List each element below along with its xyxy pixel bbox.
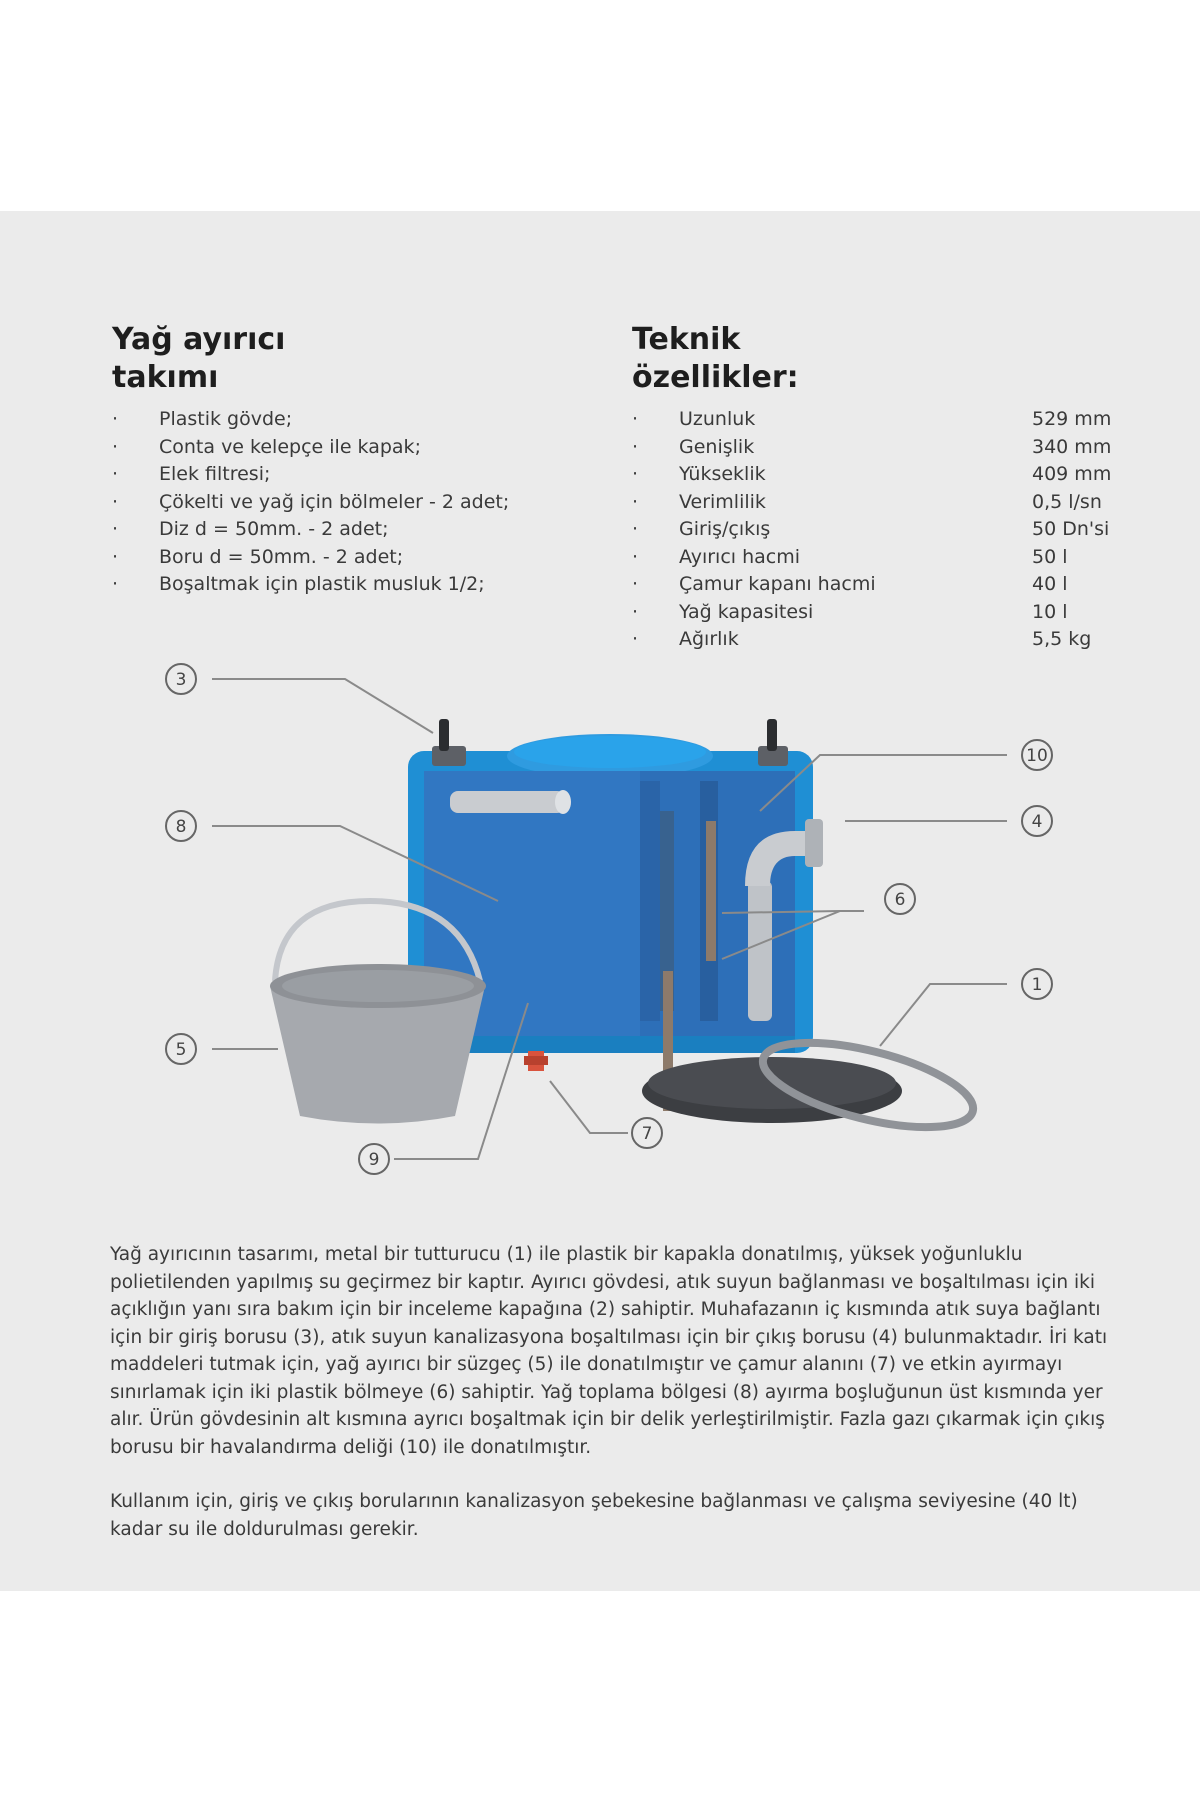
spec-value: 40 l bbox=[1032, 573, 1068, 595]
spec-label: Verimlilik bbox=[679, 490, 766, 513]
svg-text:9: 9 bbox=[368, 1150, 380, 1170]
spec-label: Genişlik bbox=[679, 435, 755, 458]
kit-item: · Boşaltmak için plastik musluk 1/2; bbox=[112, 573, 485, 595]
specs-title bbox=[632, 321, 992, 397]
strainer-basket bbox=[270, 901, 486, 1124]
kit-title-line-1: Yağ ayırıcı bbox=[112, 322, 286, 357]
spec-label: Yağ kapasitesi bbox=[679, 600, 814, 623]
kit-item: · Elek filtresi; bbox=[112, 463, 271, 485]
kit-item: · Conta ve kelepçe ile kapak; bbox=[112, 435, 421, 458]
spec-row: · Giriş/çıkış 50 Dn'si bbox=[632, 516, 1152, 544]
spec-value: 10 l bbox=[1032, 600, 1068, 623]
callout-8 bbox=[166, 811, 196, 841]
kit-item: · Çökelti ve yağ için bölmeler - 2 adet; bbox=[112, 490, 510, 513]
latch-right bbox=[758, 719, 788, 766]
callout-5 bbox=[166, 1034, 196, 1064]
svg-text:3: 3 bbox=[175, 670, 187, 690]
spec-label: Uzunluk bbox=[679, 408, 756, 430]
description-paragraph: Yağ ayırıcının tasarımı, metal bir tutturucu (1) ile plastik bir kapakla donatılmış, yüksek yoğunluklu polietilenden yapılmış su geçirmez bir kaptır. Ayırıcı gövdesi, atık suyun bağlanması ve boşaltılması için iki açıklığın yanı sıra bakım için bir inceleme kapağına (2) sahiptir. Muhafazanın iç kısmında atık suya bağlantı için bir giriş borusu (3), atık suyun kanalizasyona boşaltılması için bir çıkış borusu (4) bulunmaktadır. İri katı maddeleri tutmak için, yağ ayırıcı bir süzgeç (5) ile donatılmıştır ve çamur alanını (7) ve etkin ayırmayı sınırlamak için iki plastik bölmeye (6) sahiptir. Yağ toplama bölgesi (8) ayırma boşluğunun üst kısmında yer alır. Ürün gövdesinin alt kısmına ayrıcı boşaltmak için bir delik yerleştirilmiştir. Fazla gazı çıkarmak için çıkış borusu bir havalandırma deliği (10) ile donatılmıştır. bbox=[110, 1244, 1108, 1458]
drain-valve bbox=[524, 1051, 548, 1071]
content-panel bbox=[0, 211, 1200, 1591]
spec-value: 340 mm bbox=[1032, 435, 1112, 458]
spec-row: · Uzunluk 529 mm bbox=[632, 406, 1152, 434]
callout-6 bbox=[885, 884, 915, 914]
callout-4 bbox=[1022, 806, 1052, 836]
latch-left bbox=[432, 719, 466, 766]
spec-label: Ağırlık bbox=[679, 628, 739, 650]
kit-item: · Boru d = 50mm. - 2 adet; bbox=[112, 545, 404, 568]
spec-value: 50 l bbox=[1032, 545, 1068, 568]
callout-1 bbox=[1022, 969, 1052, 999]
description-paragraph: Kullanım için, giriş ve çıkış borularının kanalizasyon şebekesine bağlanması ve çalışma seviyesine (40 lt) kadar su ile doldurulması gerekir. bbox=[110, 1491, 1078, 1540]
kit-title bbox=[112, 321, 472, 397]
description bbox=[110, 1241, 1110, 1570]
separator-diagram bbox=[0, 651, 1200, 1211]
spec-value: 5,5 kg bbox=[1032, 628, 1092, 650]
callout-9 bbox=[359, 1144, 389, 1174]
spec-value: 50 Dn'si bbox=[1032, 518, 1110, 540]
spec-row: · Yükseklik 409 mm bbox=[632, 461, 1152, 489]
spec-label: Ayırıcı hacmi bbox=[679, 545, 801, 568]
inlet-pipe bbox=[450, 790, 571, 814]
spec-value: 529 mm bbox=[1032, 408, 1112, 430]
svg-text:1: 1 bbox=[1031, 975, 1043, 995]
spec-row: · Verimlilik 0,5 l/sn bbox=[632, 489, 1152, 517]
kit-item: · Diz d = 50mm. - 2 adet; bbox=[112, 518, 389, 540]
svg-text:4: 4 bbox=[1031, 812, 1043, 832]
svg-text:8: 8 bbox=[175, 817, 187, 837]
spec-row: · Ağırlık 5,5 kg bbox=[632, 626, 1152, 654]
callout-10 bbox=[1022, 740, 1052, 770]
kit-list bbox=[112, 406, 592, 599]
spec-row: · Yağ kapasitesi 10 l bbox=[632, 599, 1152, 627]
callout-7 bbox=[632, 1118, 662, 1148]
spec-row: · Genişlik 340 mm bbox=[632, 434, 1152, 462]
spec-row: · Ayırıcı hacmi 50 l bbox=[632, 544, 1152, 572]
spec-row: · Çamur kapanı hacmi 40 l bbox=[632, 571, 1152, 599]
specs-list bbox=[632, 406, 1152, 654]
svg-text:7: 7 bbox=[641, 1124, 653, 1144]
spec-label: Giriş/çıkış bbox=[679, 518, 771, 540]
specs-title-line-1: Teknik bbox=[632, 322, 741, 357]
spec-label: Çamur kapanı hacmi bbox=[679, 573, 876, 595]
svg-text:6: 6 bbox=[894, 890, 906, 910]
spec-label: Yükseklik bbox=[679, 463, 766, 485]
callout-3 bbox=[166, 664, 196, 694]
kit-item: · Plastik gövde; bbox=[112, 408, 293, 430]
specs-title-line-2: özellikler: bbox=[632, 360, 799, 395]
svg-text:5: 5 bbox=[175, 1040, 187, 1060]
spec-value: 0,5 l/sn bbox=[1032, 490, 1102, 513]
svg-text:10: 10 bbox=[1026, 746, 1048, 766]
kit-title-line-2: takımı bbox=[112, 360, 219, 395]
spec-value: 409 mm bbox=[1032, 463, 1112, 485]
